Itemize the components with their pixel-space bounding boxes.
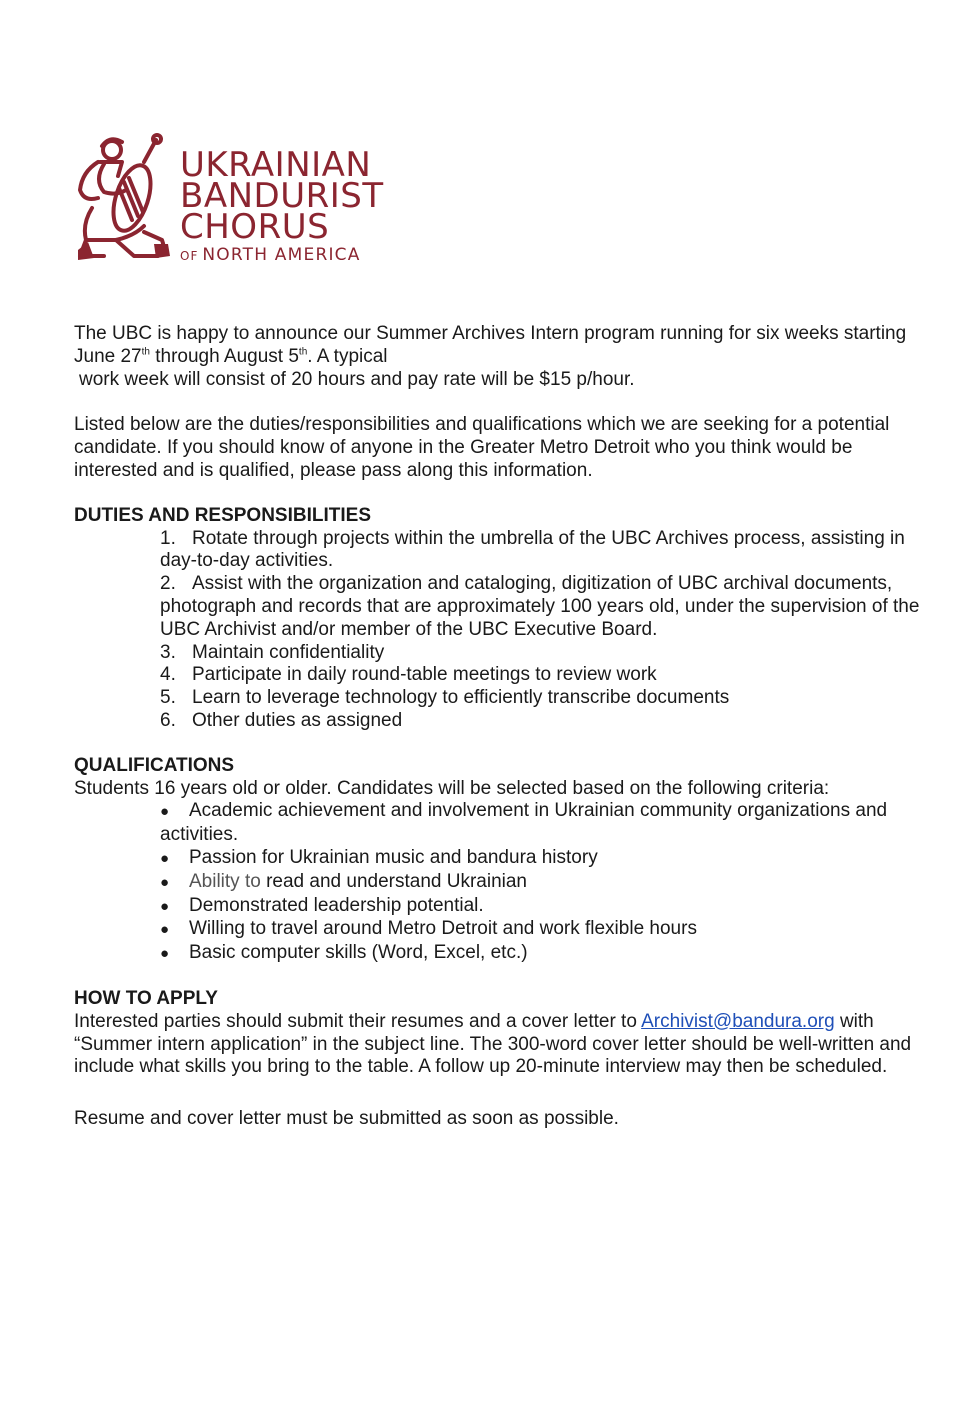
- list-item: [160, 573, 924, 641]
- list-text: Other duties as assigned: [192, 709, 403, 731]
- logo-line-2: BANDURIST: [180, 176, 384, 216]
- list-text: Participate in daily round-table meetings to review work: [192, 664, 657, 686]
- list-text: Basic computer skills (Word, Excel, etc.): [189, 942, 528, 964]
- qualifications-lead: Students 16 years old or older. Candidates will be selected based on the following criteria:: [74, 777, 830, 799]
- list-text: Willing to travel around Metro Detroit and work flexible hours: [189, 918, 697, 940]
- list-item: [160, 800, 924, 847]
- logo-subtitle: [180, 247, 384, 264]
- list-number: 1.: [160, 527, 176, 549]
- bullet-icon: ●: [160, 945, 170, 963]
- list-text: Academic achievement and involvement in Ukrainian community organizations and activities.: [160, 800, 888, 846]
- intro-text-a: The UBC is happy to announce our Summer Archives Intern program running for six weeks starting June 27: [74, 323, 907, 367]
- list-text: Assist with the organization and cataloging, digitization of UBC archival documents, photograph and records that are approximately 100 years old, under the supervision of the UBC Archivist and/or member of the UBC Executive Board.: [160, 573, 920, 640]
- bandura-player-icon: [74, 132, 174, 264]
- bullet-icon: ●: [160, 921, 170, 939]
- list-number: 5.: [160, 687, 176, 709]
- list-number: 2.: [160, 573, 176, 595]
- logo-subtitle-of: OF: [180, 249, 199, 263]
- list-item: [160, 918, 924, 942]
- apply-heading: HOW TO APPLY: [74, 987, 218, 1009]
- list-text: Passion for Ukrainian music and bandura history: [189, 846, 598, 868]
- list-item: [160, 642, 924, 665]
- logo-wordmark: [180, 145, 384, 265]
- apply-paragraph: [74, 1011, 924, 1079]
- closing-line: Resume and cover letter must be submitted as soon as possible.: [74, 1108, 619, 1130]
- list-text: Demonstrated leadership potential.: [189, 894, 484, 916]
- list-text: read and understand Ukrainian: [260, 870, 527, 892]
- list-item: [160, 895, 924, 919]
- duties-heading: DUTIES AND RESPONSIBILITIES: [74, 504, 371, 526]
- list-number: 3.: [160, 641, 176, 663]
- document-body: [74, 323, 924, 1131]
- qualifications-list: [74, 800, 924, 966]
- list-number: 6.: [160, 709, 176, 731]
- intro-sup-b: th: [298, 346, 308, 358]
- intro-text-b: through August 5: [149, 345, 299, 367]
- logo-subtitle-rest: NORTH AMERICA: [202, 245, 361, 265]
- intro-sup-a: th: [141, 346, 150, 358]
- intro-text-c: . A typical: [307, 345, 388, 367]
- listing-note: Listed below are the duties/responsibilities and qualifications which we are seeking for a potential candidate. If you should know of anyone in the Greater Metro Detroit who you think would be interested and is qualified, please pass along this information.: [74, 414, 890, 481]
- qualifications-heading: QUALIFICATIONS: [74, 754, 235, 776]
- list-text-prefix: Ability to: [189, 870, 261, 892]
- bullet-icon: ●: [160, 849, 170, 867]
- list-item: [160, 847, 924, 871]
- list-text: Maintain confidentiality: [192, 641, 385, 663]
- list-number: 4.: [160, 664, 176, 686]
- ubc-logo: [74, 132, 384, 267]
- apply-text-b: with “Summer intern application” in the subject line. The 300-word cover letter should be well-written and include what skills you bring to the table. A follow up 20-minute interview may then be scheduled.: [74, 1010, 912, 1078]
- logo-line-1: UKRAINIAN: [180, 145, 372, 185]
- list-text: Rotate through projects within the umbrella of the UBC Archives process, assisting in day-to-day activities.: [160, 527, 905, 572]
- intro-pay-line: work week will consist of 20 hours and pay rate will be $15 p/hour.: [79, 368, 635, 390]
- bullet-icon: ●: [160, 873, 170, 891]
- duties-list: [74, 528, 924, 733]
- list-item: [160, 871, 924, 895]
- list-item: [160, 942, 924, 966]
- intro-paragraph: [74, 323, 924, 369]
- list-text: Learn to leverage technology to efficiently transcribe documents: [192, 687, 730, 709]
- archivist-email-link[interactable]: Archivist@bandura.org: [641, 1010, 835, 1032]
- list-item: [160, 528, 924, 574]
- bullet-icon: ●: [160, 897, 170, 915]
- list-item: [160, 710, 924, 733]
- list-item: [160, 664, 924, 687]
- bullet-icon: ●: [160, 803, 170, 821]
- apply-text-a: Interested parties should submit their resumes and a cover letter to: [74, 1010, 642, 1032]
- list-item: [160, 687, 924, 710]
- logo-line-3: CHORUS: [180, 207, 330, 247]
